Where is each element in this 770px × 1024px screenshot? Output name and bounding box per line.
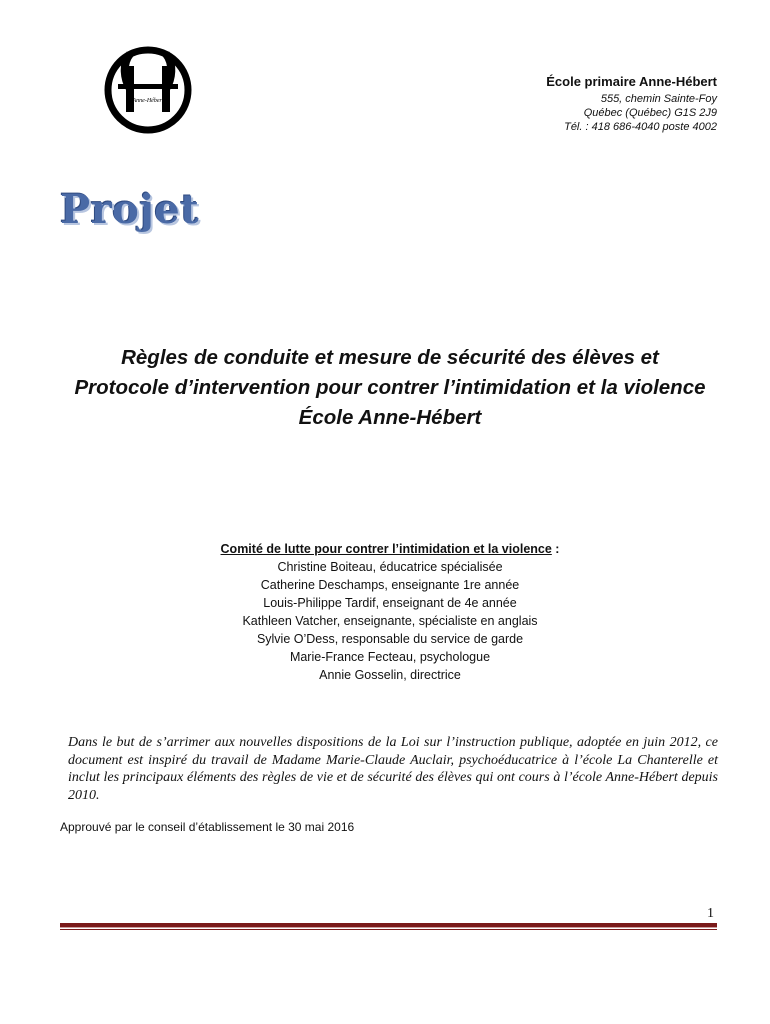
committee-member: Louis-Philippe Tardif, enseignant de 4e année: [263, 596, 517, 610]
title-line-3: École Anne-Hébert: [298, 406, 482, 429]
logo-text: Anne-Hébert: [132, 98, 164, 104]
committee-heading: Comité de lutte pour contrer l’intimidation et la violence :: [220, 542, 560, 556]
committee-member: Marie-France Fecteau, psychologue: [289, 650, 491, 664]
document-title: [40, 343, 740, 433]
committee-member: Annie Gosselin, directrice: [319, 668, 461, 682]
projet-label: Projet: [60, 186, 200, 233]
page-number: 1: [707, 906, 714, 921]
committee-section: [160, 540, 620, 684]
school-address-block: [546, 74, 717, 134]
address-street: 555, chemin Sainte-Foy: [600, 93, 717, 105]
committee-member: Sylvie O’Dess, responsable du service de garde: [256, 632, 524, 646]
footer-rule-thin: [60, 929, 717, 930]
address-city: Québec (Québec) G1S 2J9: [583, 107, 717, 119]
approval-note: Approuvé par le conseil d’établissement le 30 mai 2016: [60, 820, 355, 834]
committee-member: Christine Boiteau, éducatrice spécialisée: [277, 560, 503, 574]
school-name: École primaire Anne-Hébert: [546, 74, 717, 89]
intro-paragraph: Dans le but de s’arrimer aux nouvelles dispositions de la Loi sur l’instruction publique, adoptée en juin 2012, ce document est inspiré du travail de Madame Marie-Claude Auclair, psychoéducatrice à l’école La Chanterelle et inclut les principaux éléments des règles de vie et de sécurité des élèves qui ont cours à l’école Anne-Hébert depuis 2010.: [68, 735, 718, 803]
committee-member: Kathleen Vatcher, enseignante, spécialiste en anglais: [242, 614, 538, 628]
committee-member: Catherine Deschamps, enseignante 1re année: [260, 578, 520, 592]
school-logo: [100, 44, 196, 136]
title-line-1: Règles de conduite et mesure de sécurité des élèves et: [121, 346, 659, 369]
title-line-2: Protocole d’intervention pour contrer l’intimidation et la violence: [74, 376, 706, 399]
phone-number: Tél. : 418 686-4040 poste 4002: [564, 121, 717, 133]
footer-rule: [60, 923, 717, 928]
